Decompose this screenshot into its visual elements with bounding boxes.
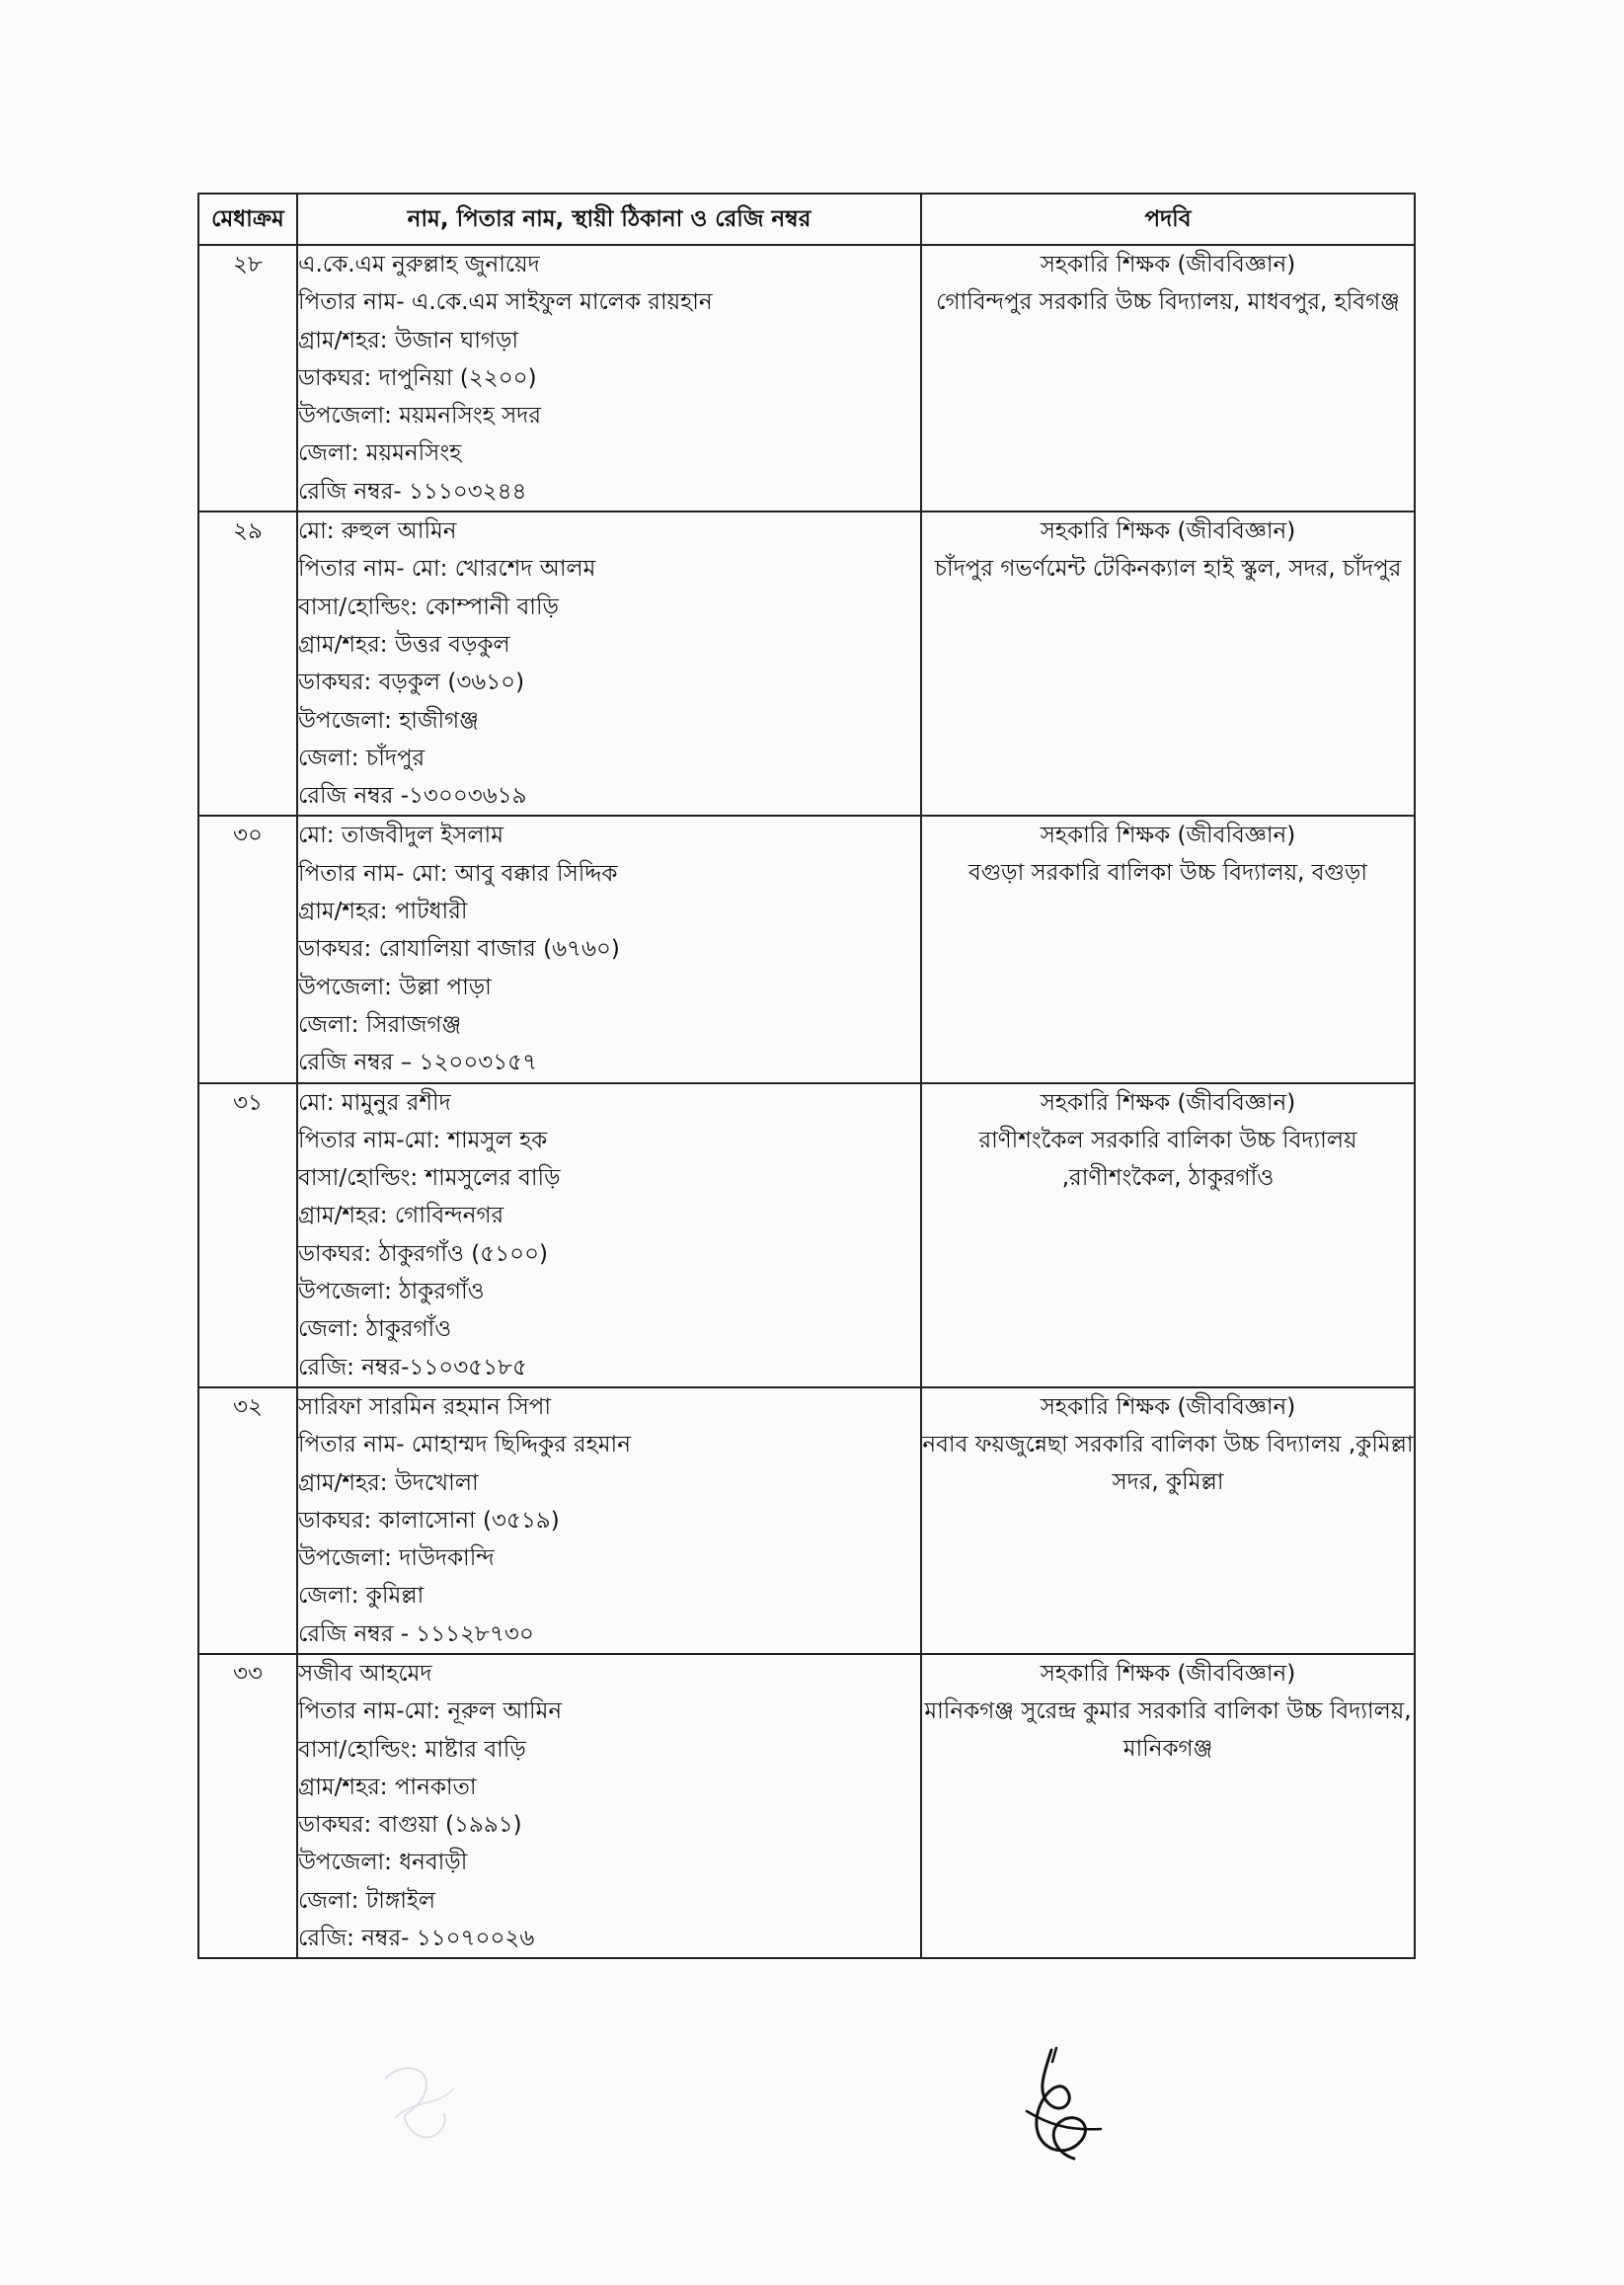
- merit-serial: ২৮: [198, 245, 297, 512]
- post-title: সহকারি শিক্ষক (জীববিজ্ঞান): [1040, 252, 1296, 277]
- merit-serial: ৩০: [198, 816, 297, 1082]
- candidate-info-line: জেলা: চাঁদপুর: [298, 745, 425, 771]
- posting-school: নবাব ফয়জুন্নেছা সরকারি বালিকা উচ্চ বিদ্যালয় ,কুমিল্লা সদর, কুমিল্লা: [922, 1431, 1414, 1495]
- candidate-info-line: ডাকঘর: বড়কুল (৩৬১০): [298, 670, 525, 696]
- candidate-info-line: এ.কে.এম নুরুল্লাহ জুনায়েদ: [298, 252, 540, 277]
- candidate-info-line: সজীব আহমেদ: [298, 1660, 432, 1687]
- candidate-info: [297, 245, 921, 512]
- candidate-info-line: রেজি নম্বর – ১২০০৩১৫৭: [298, 1050, 538, 1076]
- candidate-info-line: গ্রাম/শহর: উজান ঘাগড়া: [298, 327, 519, 354]
- header-info: নাম, পিতার নাম, স্থায়ী ঠিকানা ও রেজি নম্বর: [297, 194, 921, 245]
- table-row: [198, 816, 1415, 1082]
- post-title: সহকারি শিক্ষক (জীববিজ্ঞান): [1040, 518, 1296, 545]
- candidate-info: [297, 512, 921, 816]
- posting-school: বগুড়া সরকারি বালিকা উচ্চ বিদ্যালয়, বগুড়া: [967, 860, 1368, 887]
- candidate-info-line: পিতার নাম- এ.কে.এম সাইফুল মালেক রায়হান: [298, 289, 713, 316]
- candidate-info-line: গ্রাম/শহর: উদখোলা: [298, 1469, 479, 1496]
- candidate-info-line: রেজি: নম্বর- ১১০৭০০২৬: [298, 1926, 535, 1952]
- candidate-info: [297, 1387, 921, 1654]
- post-title: সহকারি শিক্ষক (জীববিজ্ঞান): [1040, 1089, 1296, 1116]
- candidate-info-line: জেলা: কুমিল্লা: [298, 1583, 425, 1610]
- candidate-info-line: মো: মামুনুর রশীদ: [298, 1089, 451, 1116]
- table-row: [198, 1387, 1415, 1654]
- candidate-info-line: উপজেলা: ময়মনসিংহ সদর: [298, 403, 542, 430]
- candidate-info-line: পিতার নাম- মো: খোরশেদ আলম: [298, 556, 596, 583]
- candidate-info-line: উপজেলা: ধনবাড়ী: [298, 1850, 468, 1876]
- candidate-info-line: মো: রুহুল আমিন: [298, 518, 457, 545]
- candidate-info: [297, 1083, 921, 1387]
- candidate-info-line: পিতার নাম-মো: শামসুল হক: [298, 1127, 548, 1153]
- table-row: [198, 245, 1415, 512]
- candidate-info-line: গ্রাম/শহর: গোবিন্দনগর: [298, 1203, 504, 1229]
- merit-serial: ৩১: [198, 1083, 297, 1387]
- candidate-info-line: গ্রাম/শহর: পাটধারী: [298, 899, 468, 925]
- candidate-info-line: মো: তাজবীদুল ইসলাম: [298, 823, 503, 849]
- candidate-info-line: উপজেলা: উল্লা পাড়া: [298, 974, 492, 1000]
- candidate-info-line: উপজেলা: ঠাকুরগাঁও: [298, 1279, 485, 1305]
- candidate-info-line: বাসা/হোল্ডিং: কোম্পানী বাড়ি: [298, 593, 559, 620]
- candidate-info: [297, 816, 921, 1082]
- candidate-info-line: ডাকঘর: দাপুনিয়া (২২০০): [298, 364, 537, 391]
- post-title: সহকারি শিক্ষক (জীববিজ্ঞান): [1040, 1393, 1296, 1420]
- table-header-row: [198, 194, 1415, 245]
- candidate-info-line: ডাকঘর: রোযালিয়া বাজার (৬৭৬০): [298, 936, 620, 963]
- candidate-info-line: ডাকঘর: বাগুয়া (১৯৯১): [298, 1812, 522, 1839]
- post-title: সহকারি শিক্ষক (জীববিজ্ঞান): [1040, 1660, 1296, 1687]
- merit-list-table: [197, 193, 1416, 1959]
- candidate-info-line: পিতার নাম-মো: নূরুল আমিন: [298, 1698, 563, 1725]
- header-post: পদবি: [921, 194, 1415, 245]
- candidate-info-line: ডাকঘর: ঠাকুরগাঁও (৫১০০): [298, 1240, 548, 1267]
- post-title: সহকারি শিক্ষক (জীববিজ্ঞান): [1040, 823, 1296, 849]
- post-cell: [921, 512, 1415, 816]
- post-cell: [921, 1654, 1415, 1958]
- candidate-info-line: জেলা: ঠাকুরগাঁও: [298, 1316, 452, 1343]
- candidate-info: [297, 1654, 921, 1958]
- post-cell: [921, 1387, 1415, 1654]
- candidate-info-line: উপজেলা: দাউদকান্দি: [298, 1545, 495, 1572]
- candidate-info-line: পিতার নাম- মোহাম্মদ ছিদ্দিকুর রহমান: [298, 1432, 631, 1458]
- candidate-info-line: রেজি নম্বর - ১১১২৮৭৩০: [298, 1620, 534, 1647]
- candidate-info-line: বাসা/হোল্ডিং: শামসুলের বাড়ি: [298, 1165, 561, 1192]
- merit-serial: ৩২: [198, 1387, 297, 1654]
- header-serial: মেধাক্রম: [198, 194, 297, 245]
- candidate-info-line: জেলা: ময়মনসিংহ: [298, 440, 462, 467]
- candidate-info-line: সারিফা সারমিন রহমান সিপা: [298, 1393, 552, 1420]
- candidate-info-line: বাসা/হোল্ডিং: মাষ্টার বাড়ি: [298, 1736, 526, 1763]
- candidate-info-line: রেজি নম্বর -১৩০০৩৬১৯: [298, 783, 527, 810]
- candidate-info-line: গ্রাম/শহর: উত্তর বড়কুল: [298, 631, 510, 658]
- candidate-info-line: গ্রাম/শহর: পানকাতা: [298, 1773, 477, 1800]
- post-cell: [921, 245, 1415, 512]
- posting-school: চাঁদপুর গভর্ণমেন্ট টেকিনক্যাল হাই স্কুল, সদর, চাঁদপুর: [934, 556, 1402, 583]
- candidate-info-line: জেলা: টাঙ্গাইল: [298, 1887, 436, 1914]
- table-row: [198, 1083, 1415, 1387]
- merit-serial: ৩৩: [198, 1654, 297, 1958]
- candidate-info-line: পিতার নাম- মো: আবু বক্কার সিদ্দিক: [298, 860, 618, 887]
- candidate-info-line: রেজি: নম্বর-১১০৩৫১৮৫: [298, 1354, 527, 1380]
- candidate-info-line: জেলা: সিরাজগঞ্জ: [298, 1011, 462, 1038]
- table-row: [198, 1654, 1415, 1958]
- table-row: [198, 512, 1415, 816]
- post-cell: [921, 1083, 1415, 1387]
- posting-school: মানিকগঞ্জ সুরেন্দ্র কুমার সরকারি বালিকা উচ্চ বিদ্যালয়, মানিকগঞ্জ: [924, 1697, 1412, 1762]
- table-body: [198, 245, 1415, 1958]
- posting-school: গোবিন্দপুর সরকারি উচ্চ বিদ্যালয়, মাধবপুর, হবিগঞ্জ: [936, 289, 1400, 315]
- handwritten-signature: [1007, 2042, 1116, 2170]
- candidate-info-line: উপজেলা: হাজীগঞ্জ: [298, 707, 479, 734]
- post-cell: [921, 816, 1415, 1082]
- faint-signature-mark: [365, 2049, 474, 2158]
- merit-serial: ২৯: [198, 512, 297, 816]
- posting-school: রাণীশংকৈল সরকারি বালিকা উচ্চ বিদ্যালয় ,রাণীশংকৈল, ঠাকুরগাঁও: [978, 1127, 1357, 1191]
- candidate-info-line: রেজি নম্বর- ১১১০৩২৪৪: [298, 478, 527, 505]
- candidate-info-line: ডাকঘর: কালাসোনা (৩৫১৯): [298, 1507, 560, 1534]
